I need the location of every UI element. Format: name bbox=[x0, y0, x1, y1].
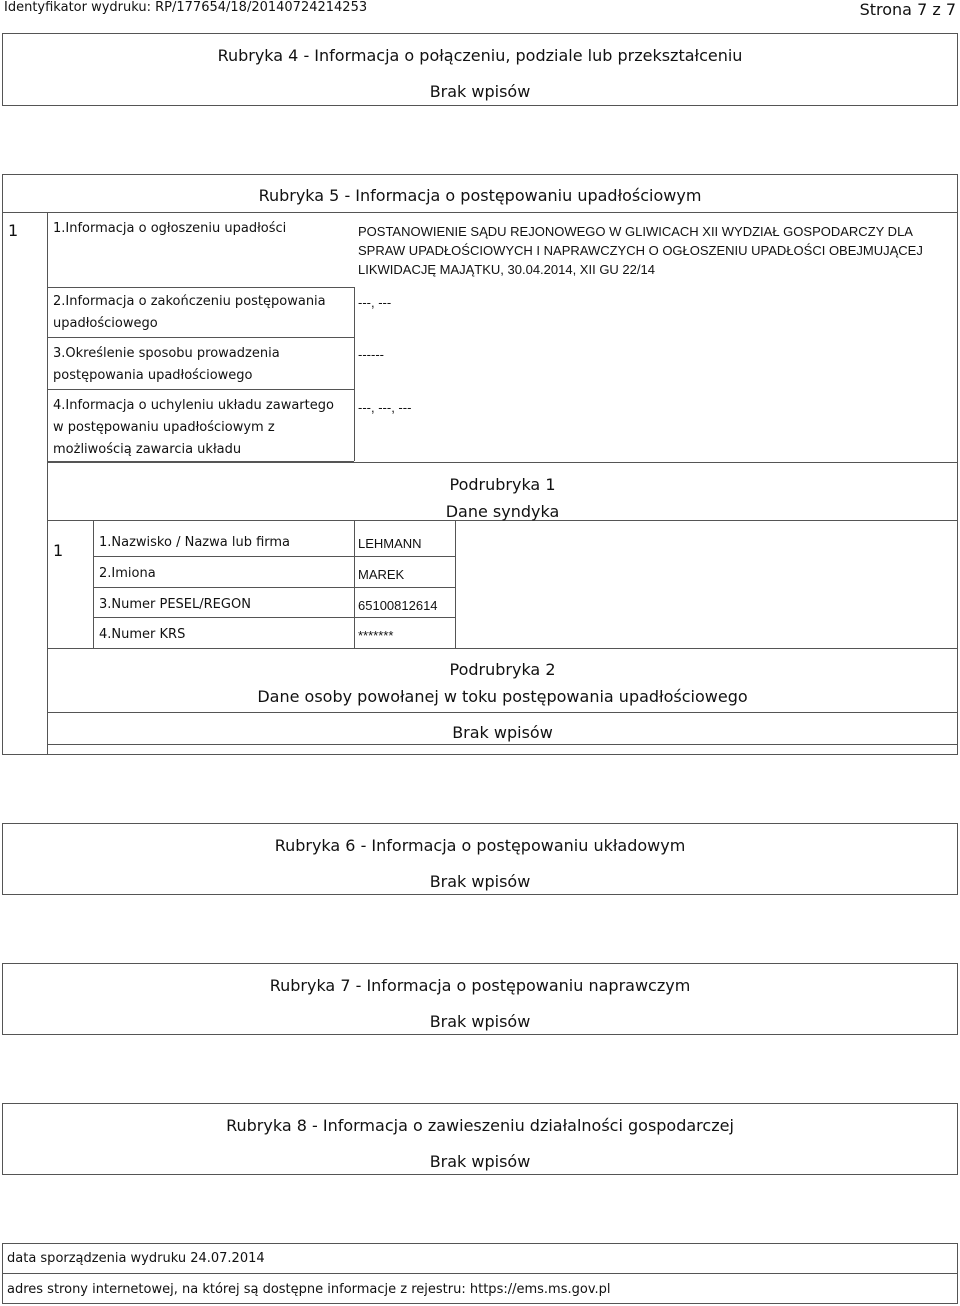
rubryka-8-empty: Brak wpisów bbox=[429, 1152, 531, 1171]
rubryka-8-title: Rubryka 8 - Informacja o zawieszeniu działalności gospodarczej bbox=[226, 1116, 734, 1135]
rubryka-5-title: Rubryka 5 - Informacja o postępowaniu upadłościowym bbox=[258, 186, 702, 205]
syndyk-field-value: 65100812614 bbox=[358, 598, 438, 613]
podrubryka-1-title: Podrubryka 1 bbox=[449, 475, 556, 494]
field-value: ------ bbox=[358, 347, 384, 362]
field-value: ---, --- bbox=[358, 295, 392, 310]
field-value: ---, ---, --- bbox=[358, 400, 412, 415]
podrubryka-2-subtitle: Dane osoby powołanej w toku postępowania upadłościowego bbox=[257, 687, 748, 706]
syndyk-field-value: ******* bbox=[358, 628, 394, 643]
podrubryka-2-title: Podrubryka 2 bbox=[449, 660, 556, 679]
field-value: POSTANOWIENIE SĄDU REJONOWEGO W GLIWICACH XII WYDZIAŁ GOSPODARCZY DLA SPRAW UPADŁOŚCIOWYCH I NAPRAWCZYCH O OGŁOSZENIU UPADŁOŚCI OBEJMUJĄCEJ LIKWIDACJĘ MAJĄTKU, 30.04.2014, XII GU 22/14 bbox=[358, 224, 923, 277]
field-label: 1.Informacja o ogłoszeniu upadłości bbox=[53, 221, 287, 236]
podrubryka-1-row-number: 1 bbox=[53, 541, 64, 560]
syndyk-field-value: MAREK bbox=[358, 567, 405, 582]
syndyk-field-label: 2.Imiona bbox=[99, 566, 156, 581]
field-label: 2.Informacja o zakończeniu postępowania upadłościowego bbox=[53, 294, 326, 331]
rubryka-6-empty: Brak wpisów bbox=[429, 872, 531, 891]
rubryka-7-empty: Brak wpisów bbox=[429, 1012, 531, 1031]
rubryka-6-title: Rubryka 6 - Informacja o postępowaniu układowym bbox=[274, 836, 686, 855]
syndyk-field-label: 1.Nazwisko / Nazwa lub firma bbox=[99, 535, 291, 550]
print-identifier: Identyfikator wydruku: RP/177654/18/20140724214253 bbox=[4, 0, 368, 15]
page-number: Strona 7 z 7 bbox=[859, 0, 956, 19]
footer-address: adres strony internetowej, na której są dostępne informacje z rejestru: https://ems.ms.gov.pl bbox=[7, 1282, 611, 1297]
syndyk-field-label: 3.Numer PESEL/REGON bbox=[99, 597, 251, 612]
footer-date: data sporządzenia wydruku 24.07.2014 bbox=[7, 1251, 265, 1266]
podrubryka-2-empty: Brak wpisów bbox=[452, 723, 553, 742]
field-label: 4.Informacja o uchyleniu układu zawartego w postępowaniu upadłościowym z możliwością zawarcia układu bbox=[53, 398, 334, 457]
rubryka-7-title: Rubryka 7 - Informacja o postępowaniu naprawczym bbox=[269, 976, 691, 995]
rubryka-4-empty: Brak wpisów bbox=[429, 82, 531, 101]
podrubryka-1-subtitle: Dane syndyka bbox=[445, 502, 560, 521]
syndyk-field-value: LEHMANN bbox=[358, 536, 422, 551]
rubryka-4-title: Rubryka 4 - Informacja o połączeniu, podziale lub przekształceniu bbox=[217, 46, 743, 65]
rubryka-5-row-number: 1 bbox=[8, 221, 19, 240]
field-label: 3.Określenie sposobu prowadzenia postępowania upadłościowego bbox=[53, 346, 280, 383]
syndyk-field-label: 4.Numer KRS bbox=[99, 627, 186, 642]
